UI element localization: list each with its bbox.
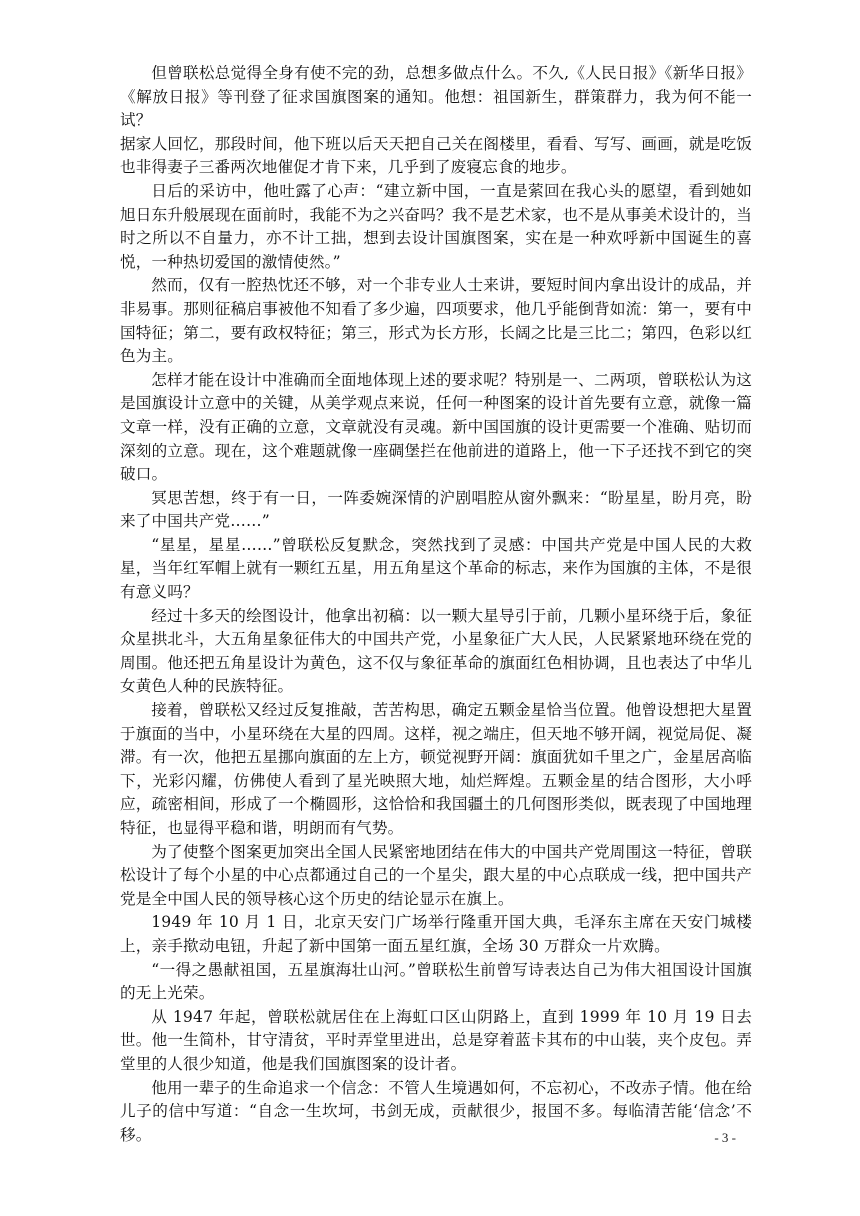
document-body xyxy=(120,62,752,1147)
paragraph: 为了使整个图案更加突出全国人民紧密地团结在伟大的中国共产党周围这一特征，曾联松设计了每个小星的中心点都通过自己的一个星尖，跟大星的中心点联成一线，把中国共产党是全中国人民的领导核心这个历史的结论显示在旗上。 xyxy=(120,842,752,908)
paragraph: 他用一辈子的生命追求一个信念：不管人生境遇如何，不忘初心，不改赤子情。他在给儿子的信中写道：“自念一生坎坷，书剑无成，贡献很少，报国不多。每临清苦能‘信念’不移。 xyxy=(120,1078,752,1144)
paragraph: 从 1947 年起，曾联松就居住在上海虹口区山阴路上，直到 1999 年 10 月 19 日去世。他一生简朴，甘守清贫，平时弄堂里进出，总是穿着蓝卡其布的中山装，夹个皮包。弄堂里的人很少知道，他是我们国旗图案的设计者。 xyxy=(120,1007,752,1073)
paragraph: 据家人回忆，那段时间，他下班以后天天把自己关在阁楼里，看看、写写、画画，就是吃饭也非得妻子三番两次地催促才肯下来，几乎到了废寝忘食的地步。 xyxy=(120,134,752,177)
paragraph: 冥思苦想，终于有一日，一阵委婉深情的沪剧唱腔从窗外飘来：“盼星星，盼月亮，盼来了中国共产党……” xyxy=(120,488,752,531)
paragraph: 经过十多天的绘图设计，他拿出初稿：以一颗大星导引于前，几颗小星环绕于后，象征众星拱北斗，大五角星象征伟大的中国共产党，小星象征广大人民，人民紧紧地环绕在党的周围。他还把五角星设计为黄色，这不仅与象征革命的旗面红色相协调，且也表达了中华儿女黄色人种的民族特征。 xyxy=(120,606,752,696)
paragraph: “一得之愚献祖国，五星旗海壮山河。”曾联松生前曾写诗表达自己为伟大祖国设计国旗的无上光荣。 xyxy=(120,960,752,1003)
paragraph: 然而，仅有一腔热忱还不够，对一个非专业人士来讲，要短时间内拿出设计的成品，并非易事。那则征稿启事被他不知看了多少遍，四项要求，他几乎能倒背如流：第一，要有中国特征；第二，要有政权特征；第三，形式为长方形，长阔之比是三比二；第四，色彩以红色为主。 xyxy=(120,276,752,366)
paragraph: 但曾联松总觉得全身有使不完的劲，总想多做点什么。不久,《人民日报》《新华日报》《解放日报》等刊登了征求国旗图案的通知。他想：祖国新生，群策群力，我为何不能一试？ xyxy=(120,64,752,130)
paragraph: 接着，曾联松又经过反复推敲，苦苦构思，确定五颗金星恰当位置。他曾设想把大星置于旗面的当中，小星环绕在大星的四周。这样，视之端庄，但天地不够开阔，视觉局促、凝滞。有一次，他把五星挪向旗面的左上方，顿觉视野开阔：旗面犹如千里之广，金星居高临下，光彩闪耀，仿佛使人看到了星光映照大地，灿烂辉煌。五颗金星的结合图形，大小呼应，疏密相间，形成了一个椭圆形，这恰恰和我国疆土的几何图形类似，既表现了中国地理特征，也显得平稳和谐，明朗而有气势。 xyxy=(120,701,752,837)
paragraph: 怎样才能在设计中准确而全面地体现上述的要求呢？特别是一、二两项，曾联松认为这是国旗设计立意中的关键，从美学观点来说，任何一种图案的设计首先要有立意，就像一篇文章一样，没有正确的立意，文章就没有灵魂。新中国国旗的设计更需要一个准确、贴切而深刻的立意。现在，这个难题就像一座碉堡拦在他前进的道路上，他一下子还找不到它的突破口。 xyxy=(120,370,752,484)
paragraph: 日后的采访中，他吐露了心声：“建立新中国，一直是萦回在我心头的愿望，看到她如旭日东升般展现在面前时，我能不为之兴奋吗？我不是艺术家，也不是从事美术设计的，当时之所以不自量力，亦不计工拙，想到去设计国旗图案，实在是一种欢呼新中国诞生的喜悦，一种热切爱国的激情使然。” xyxy=(120,181,752,271)
page-number: - 3 - xyxy=(714,1130,736,1145)
paragraph: 1949 年 10 月 1 日，北京天安门广场举行隆重开国大典，毛泽东主席在天安门城楼上，亲手揿动电钮，升起了新中国第一面五星红旗，全场 30 万群众一片欢腾。 xyxy=(120,913,752,955)
paragraph: “星星，星星……”曾联松反复默念，突然找到了灵感：中国共产党是中国人民的大救星，当年红军帽上就有一颗红五星，用五角星这个革命的标志，来作为国旗的主体，不是很有意义吗？ xyxy=(120,535,752,602)
